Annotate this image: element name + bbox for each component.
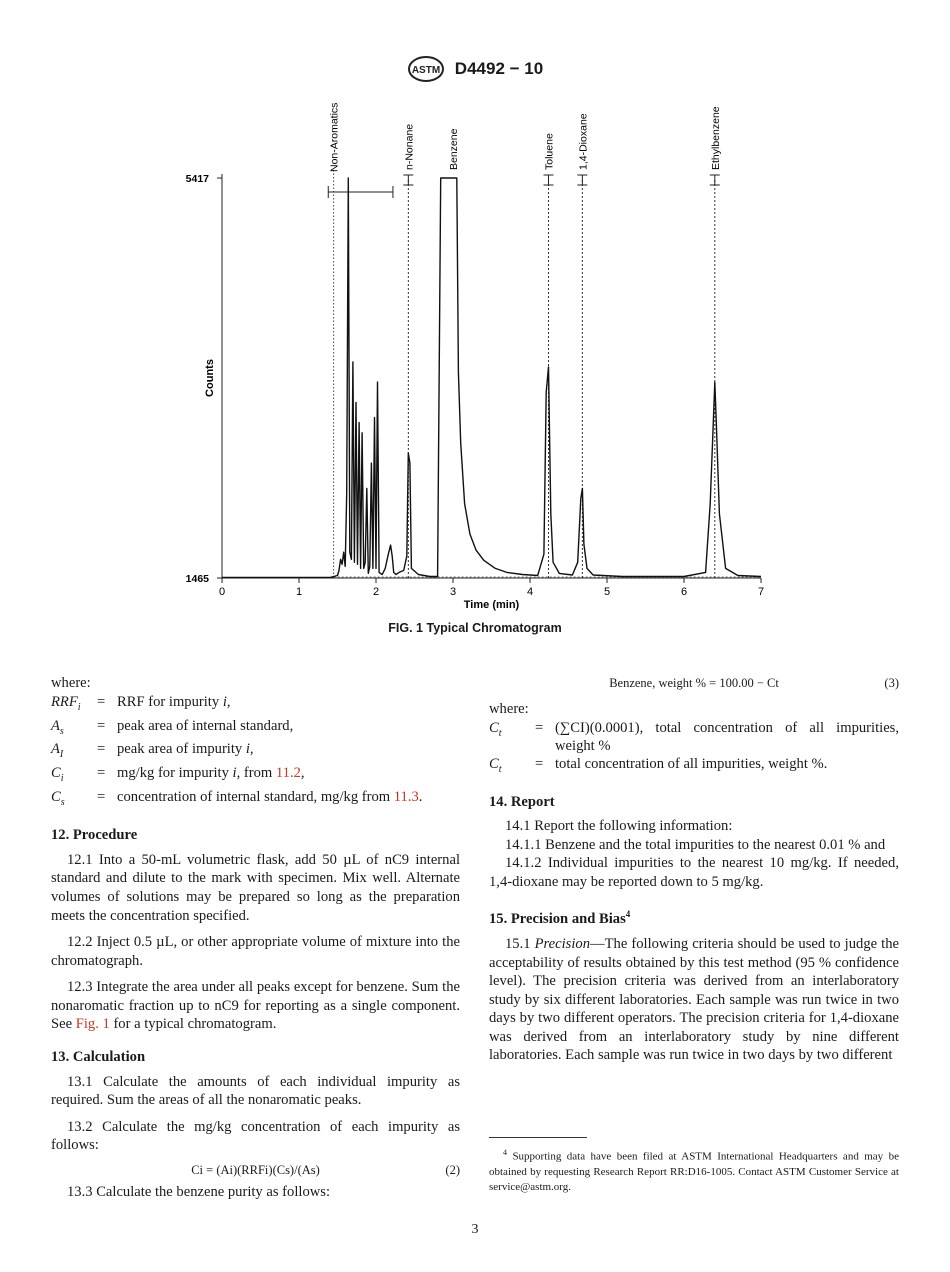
def-text: peak area of impurity i, (117, 741, 254, 758)
def-symbol-subscript: i (60, 773, 64, 785)
page-number: 3 (471, 1222, 479, 1237)
footnote-number: 4 (503, 1148, 507, 1157)
def-symbol-subscript: t (498, 763, 502, 775)
y-axis-label: Counts (204, 359, 216, 397)
fig-1-link[interactable]: Fig. 1 (75, 1016, 110, 1033)
def-text: mg/kg for impurity i, from 11.2, (117, 765, 305, 782)
variable-definitions-right (489, 719, 899, 779)
equation-2-number: (2) (445, 1163, 460, 1178)
peak-label: n-Nonane (403, 123, 416, 170)
x-tick-label: 5 (603, 586, 611, 598)
x-tick-label: 7 (757, 586, 765, 598)
def-symbol-subscript: s (59, 725, 64, 737)
left-def-row (51, 693, 460, 717)
def-equals: = (97, 741, 106, 758)
footnote (489, 1145, 899, 1195)
chromatogram-trace (222, 178, 761, 578)
y-tick-label: 1465 (185, 573, 209, 585)
peak-label: Non-Aromatics (328, 102, 341, 172)
benzene-region (441, 178, 457, 578)
equation-3-expression: Benzene, weight % = 100.00 − Ct (609, 676, 779, 690)
def-symbol: $A_s$ (51, 717, 64, 737)
left-def-row (51, 764, 460, 788)
para-15-1-lead: 15.1 (505, 935, 535, 952)
right-def-row (489, 755, 899, 779)
def-symbol: $C_t$ (489, 755, 502, 775)
def-text: total concentration of all impurities, weight %. (555, 755, 828, 772)
figure-caption: FIG. 1 Typical Chromatogram (388, 621, 562, 635)
svg-text:ASTM: ASTM (411, 65, 440, 76)
def-text: (∑CI)(0.0001), total concentration of all impurities, weight % (555, 719, 899, 754)
para-14-1: 14.1 Report the following information: (505, 818, 733, 835)
section-12-title: 12. Procedure (51, 827, 138, 844)
para-12-3-text-b: for a typical chromatogram. (109, 1016, 277, 1033)
para-14-1-2: 14.1.2 Individual impurities to the nearest 10 mg/kg. If needed, 1,4-dioxane may be reported down to 5 mg/kg. (489, 855, 899, 890)
section-13-title: 13. Calculation (51, 1049, 146, 1066)
right-column (489, 674, 899, 1065)
variable-definitions (51, 693, 460, 813)
def-symbol-subscript: s (60, 797, 65, 809)
y-tick-label: 5417 (185, 173, 209, 185)
para-15-1-italic: Precision (534, 935, 591, 952)
def-equals: = (97, 789, 106, 806)
para-15-1 (489, 935, 899, 1065)
equation-2-expression: Ci = (Ai)(RRFi)(Cs)/(As) (191, 1163, 320, 1178)
def-symbol-subscript: t (498, 727, 502, 739)
footnote-rule (489, 1137, 587, 1138)
peak-label: Ethylbenzene (709, 106, 722, 170)
left-column (51, 674, 460, 1202)
para-12-3-text-a: 12.3 Integrate the area under all peaks except for benzene. Sum the nonaromatic fraction up to nC9 for reporting as a single component. See (51, 979, 460, 1033)
para-13-2: 13.2 Calculate the mg/kg concentration of each impurity as follows: (51, 1118, 460, 1154)
para-12-1: 12.1 Into a 50-mL volumetric flask, add 50 µL of nC9 internal standard and dilute to the mark with specimen. Mix well. Alternate volumes of solutions may be prepared so long as the preparation meets the concentration specified. (51, 851, 460, 924)
left-def-row (51, 717, 460, 741)
left-def-row (51, 788, 460, 812)
def-symbol: $C_t$ (489, 719, 502, 739)
left-def-row (51, 740, 460, 764)
document-id: D4492 − 10 (454, 59, 544, 78)
footnote-ref-4[interactable]: 4 (625, 909, 631, 920)
def-equals: = (97, 765, 106, 782)
x-tick-label: 0 (218, 586, 226, 598)
para-15-1-text: —The following criteria should be used to judge the acceptability of results obtained by this test method (95 % confidence level). The precision criteria was derived from an interlaboratory study by six different laboratories. Each sample was run twice in two days by two different operators. The precision criteria for 1,4-dioxane was derived from an interlaboratory study by nine different laboratories. Each sample was run twice in two days by two different (489, 935, 900, 1064)
footnote-text: Supporting data have been filed at ASTM International Headquarters and may be obtained by requesting Research Report RR:D16-1005. Contact ASTM Customer Service at service@astm.org. (489, 1150, 899, 1193)
peak-label: Toluene (543, 133, 556, 170)
def-symbol: $C_s$ (51, 789, 65, 809)
astm-logo-icon (407, 56, 445, 82)
peak-label: Benzene (448, 128, 460, 170)
section-14-title: 14. Report (489, 793, 555, 810)
def-symbol-subscript: I (59, 749, 64, 761)
x-tick-label: 6 (680, 586, 688, 598)
section-15-title (489, 905, 899, 928)
x-tick-label: 2 (372, 586, 380, 598)
def-text: peak area of internal standard, (117, 717, 294, 734)
def-symbol-subscript: i (77, 701, 81, 713)
def-symbol: $RRF_i$ (51, 693, 81, 713)
equation-3-number: (3) (884, 676, 899, 690)
def-text: RRF for impurity i, (117, 693, 231, 710)
equation-3 (489, 674, 899, 696)
def-equals: = (97, 717, 106, 734)
x-axis-label: Time (min) (463, 599, 520, 611)
def-equals: = (97, 693, 106, 710)
peak-label: 1,4-Dioxane (577, 113, 590, 170)
chromatogram-chart (0, 90, 950, 620)
def-symbol: $A_I$ (51, 741, 64, 761)
where-label-right: where: (489, 701, 529, 717)
def-text: concentration of internal standard, mg/kg from 11.3. (117, 789, 423, 806)
page-header (0, 56, 950, 82)
x-tick-label: 3 (449, 586, 457, 598)
section-ref-link[interactable]: 11.3 (393, 789, 419, 806)
x-tick-label: 1 (295, 586, 303, 598)
para-12-2: 12.2 Inject 0.5 µL, or other appropriate volume of mixture into the chromatograph. (51, 934, 460, 969)
equation-2 (51, 1161, 460, 1183)
def-equals: = (535, 755, 544, 772)
section-15-title-text: 15. Precision and Bias (489, 911, 626, 928)
para-12-3 (51, 978, 460, 1034)
def-equals: = (535, 719, 544, 736)
def-symbol: $C_i$ (51, 765, 64, 785)
x-tick-label: 4 (526, 586, 534, 598)
section-ref-link[interactable]: 11.2 (275, 765, 301, 782)
para-13-1: 13.1 Calculate the amounts of each individual impurity as required. Sum the areas of all the nonaromatic peaks. (51, 1073, 460, 1109)
para-13-3: 13.3 Calculate the benzene purity as follows: (67, 1184, 331, 1201)
right-def-row (489, 719, 899, 755)
where-label: where: (51, 675, 91, 691)
para-14-1-1: 14.1.1 Benzene and the total impurities to the nearest 0.01 % and (505, 836, 886, 853)
